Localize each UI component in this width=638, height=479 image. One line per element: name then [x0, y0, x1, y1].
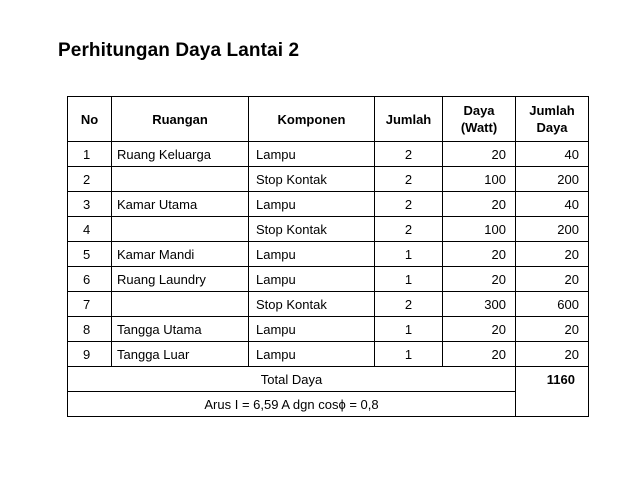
- header-quantity: Jumlah: [375, 97, 443, 142]
- table-row: [68, 142, 589, 167]
- cell-total: 600: [516, 292, 589, 317]
- header-power-line1: Daya: [463, 103, 495, 118]
- cell-total: 20: [516, 317, 589, 342]
- cell-quantity: 1: [375, 317, 443, 342]
- cell-total: 40: [516, 142, 589, 167]
- header-total-line1: Jumlah: [529, 103, 575, 118]
- current-note: Arus I = 6,59 A dgn cosϕ = 0,8: [68, 392, 516, 417]
- cell-no: 9: [68, 342, 112, 367]
- cell-room: [112, 217, 249, 242]
- cell-no: 6: [68, 267, 112, 292]
- cell-power: 100: [443, 167, 516, 192]
- header-room: Ruangan: [112, 97, 249, 142]
- power-calculation-table: [67, 96, 589, 417]
- total-power-label: Total Daya: [68, 367, 516, 392]
- total-power-value: 1160: [516, 367, 589, 417]
- cell-power: 300: [443, 292, 516, 317]
- cell-no: 5: [68, 242, 112, 267]
- cell-room: [112, 292, 249, 317]
- cell-total: 40: [516, 192, 589, 217]
- total-row: [68, 367, 589, 392]
- table-row: [68, 267, 589, 292]
- table-row: [68, 292, 589, 317]
- cell-quantity: 2: [375, 192, 443, 217]
- cell-power: 20: [443, 192, 516, 217]
- cell-power: 20: [443, 142, 516, 167]
- header-total-power: [516, 97, 589, 142]
- cell-no: 1: [68, 142, 112, 167]
- cell-total: 20: [516, 242, 589, 267]
- cell-no: 2: [68, 167, 112, 192]
- table-row: [68, 192, 589, 217]
- cell-component: Lampu: [249, 317, 375, 342]
- cell-component: Lampu: [249, 342, 375, 367]
- cell-room: Kamar Mandi: [112, 242, 249, 267]
- header-total-line2: Daya: [536, 120, 568, 135]
- cell-quantity: 2: [375, 217, 443, 242]
- cell-component: Lampu: [249, 242, 375, 267]
- cell-total: 20: [516, 342, 589, 367]
- cell-quantity: 1: [375, 342, 443, 367]
- cell-total: 20: [516, 267, 589, 292]
- cell-room: Tangga Luar: [112, 342, 249, 367]
- cell-quantity: 1: [375, 267, 443, 292]
- cell-power: 20: [443, 267, 516, 292]
- cell-quantity: 1: [375, 242, 443, 267]
- table-row: [68, 242, 589, 267]
- cell-room: Ruang Keluarga: [112, 142, 249, 167]
- cell-component: Lampu: [249, 142, 375, 167]
- page-title: Perhitungan Daya Lantai 2: [58, 40, 300, 61]
- cell-room: Kamar Utama: [112, 192, 249, 217]
- cell-no: 8: [68, 317, 112, 342]
- table-row: [68, 317, 589, 342]
- table-header-row: [68, 97, 589, 142]
- table-row: [68, 167, 589, 192]
- cell-no: 7: [68, 292, 112, 317]
- current-row: [68, 392, 589, 417]
- table-row: [68, 342, 589, 367]
- cell-power: 20: [443, 242, 516, 267]
- cell-total: 200: [516, 217, 589, 242]
- cell-room: Tangga Utama: [112, 317, 249, 342]
- cell-component: Lampu: [249, 192, 375, 217]
- header-power-line2: (Watt): [460, 120, 498, 135]
- cell-quantity: 2: [375, 167, 443, 192]
- cell-quantity: 2: [375, 292, 443, 317]
- cell-component: Lampu: [249, 267, 375, 292]
- cell-quantity: 2: [375, 142, 443, 167]
- header-no: No: [68, 97, 112, 142]
- table-row: [68, 217, 589, 242]
- cell-power: 100: [443, 217, 516, 242]
- cell-component: Stop Kontak: [249, 167, 375, 192]
- cell-component: Stop Kontak: [249, 292, 375, 317]
- header-power: [443, 97, 516, 142]
- cell-total: 200: [516, 167, 589, 192]
- cell-power: 20: [443, 317, 516, 342]
- cell-power: 20: [443, 342, 516, 367]
- cell-no: 4: [68, 217, 112, 242]
- cell-no: 3: [68, 192, 112, 217]
- cell-room: [112, 167, 249, 192]
- cell-component: Stop Kontak: [249, 217, 375, 242]
- header-component: Komponen: [249, 97, 375, 142]
- cell-room: Ruang Laundry: [112, 267, 249, 292]
